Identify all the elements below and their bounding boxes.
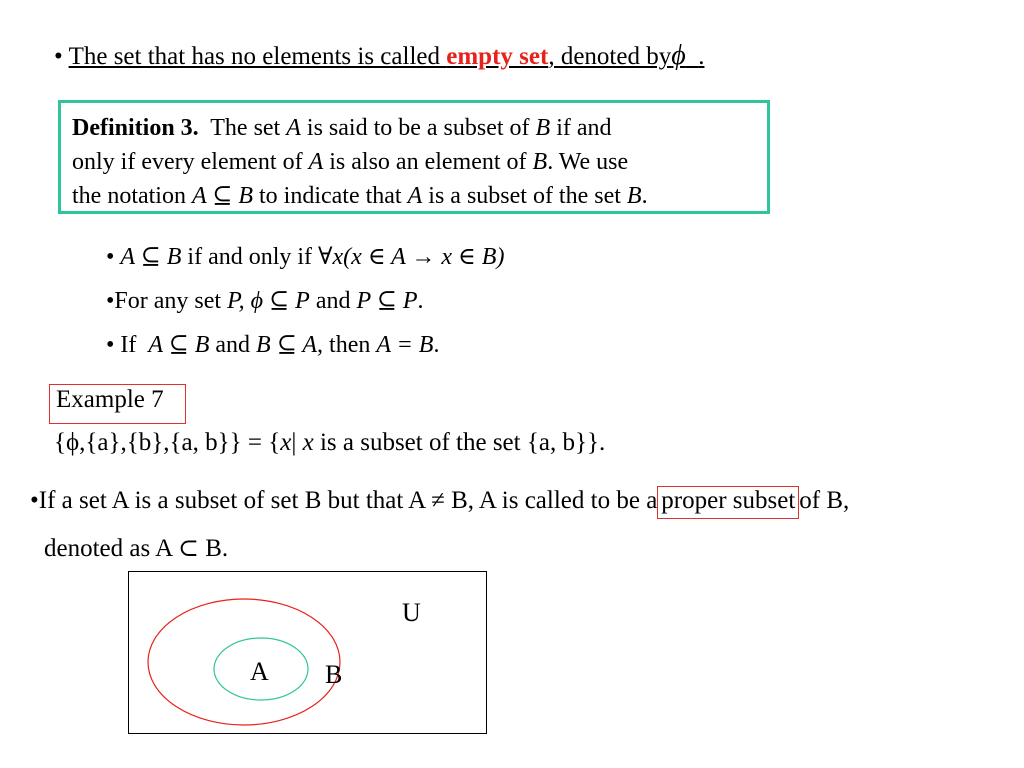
property-item: • A ⊆ B if and only if ∀x(x ∈ A → x ∈ B) bbox=[106, 244, 505, 270]
property-item: •For any set P, ϕ ⊆ P and P ⊆ P. bbox=[106, 288, 424, 314]
bullet: • bbox=[54, 43, 63, 70]
empty-set-line bbox=[54, 40, 704, 72]
set-a-label: A bbox=[250, 657, 269, 686]
proper-subset-term: proper subset bbox=[657, 486, 799, 519]
definition-box bbox=[58, 100, 770, 214]
definition-line-3: the notation A ⊆ B to indicate that A is a subset of the set B. bbox=[72, 183, 648, 209]
universe-label: U bbox=[402, 598, 421, 627]
set-b-label: B bbox=[325, 660, 343, 689]
intro-text: The set that has no elements is called empty set, denoted byϕ . bbox=[68, 40, 705, 71]
example-label: Example 7 bbox=[49, 384, 186, 424]
venn-svg bbox=[129, 572, 486, 733]
definition-label: Definition 3. bbox=[72, 115, 199, 141]
subset-formula: ∀x(x ∈ A → x ∈ B) bbox=[318, 244, 505, 270]
empty-set-symbol: ϕ bbox=[671, 40, 686, 71]
set-b-ellipse bbox=[148, 599, 343, 725]
proper-subset-line-2: denoted as A ⊂ B. bbox=[44, 535, 229, 562]
example-set-equation: {ϕ,{a},{b},{a, b}} = {x| x is a subset of the set {a, b}}. bbox=[54, 429, 606, 456]
definition-line-1: Definition 3. The set A is said to be a subset of B if and bbox=[72, 115, 612, 141]
empty-set-term: empty set bbox=[446, 43, 549, 70]
property-item: • If A ⊆ B and B ⊆ A, then A = B. bbox=[106, 332, 440, 358]
proper-subset-line-1: •If a set A is a subset of set B but that A ≠ B, A is called to be a proper subset of B, bbox=[30, 487, 849, 515]
definition-line-2: only if every element of A is also an element of B. We use bbox=[72, 149, 629, 175]
subset-notation: A ⊆ B bbox=[191, 183, 253, 209]
venn-diagram bbox=[128, 571, 487, 734]
